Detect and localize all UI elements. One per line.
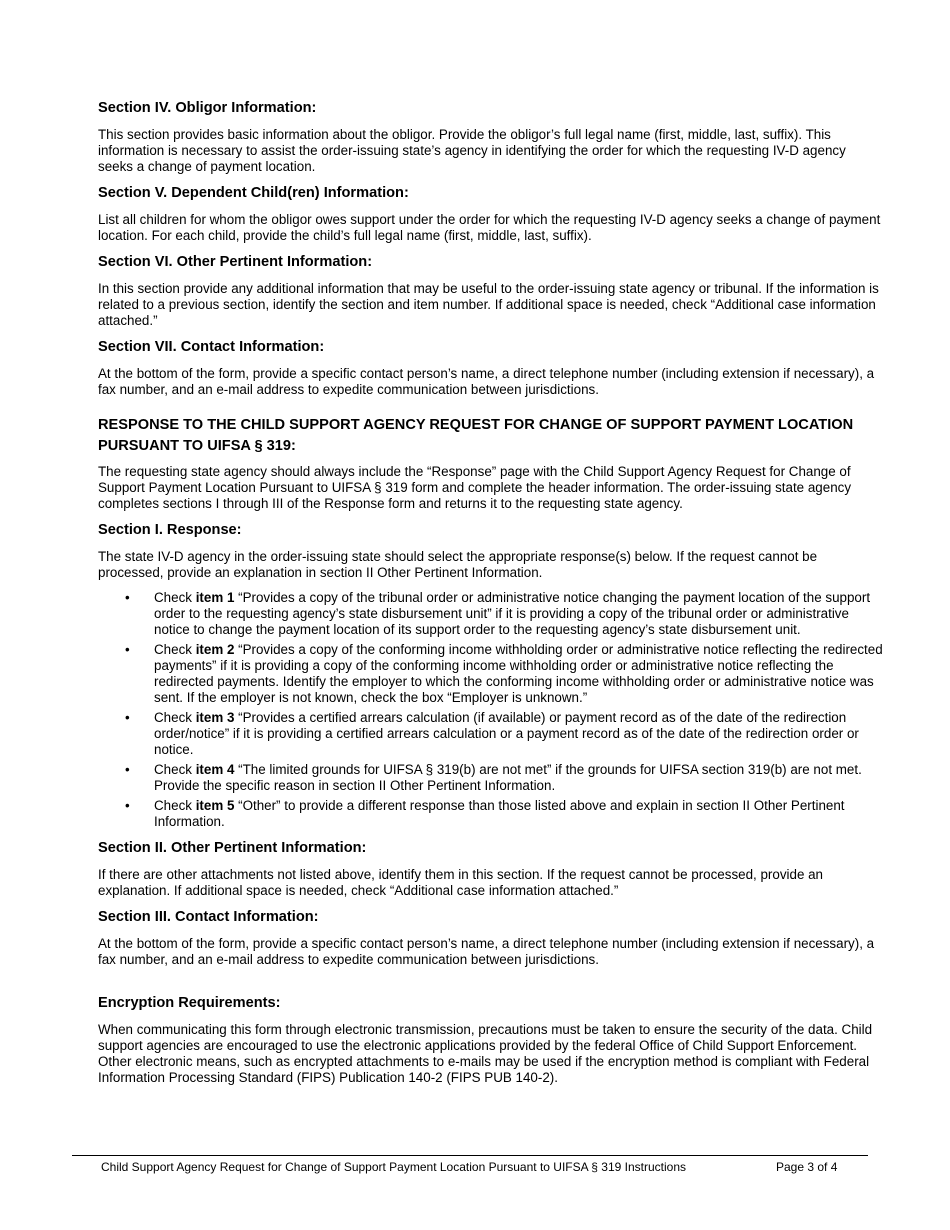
bullet-icon: • (125, 762, 130, 777)
bullet-icon: • (125, 642, 130, 657)
response-section-ii-body: If there are other attachments not listed above, identify them in this section. If the request cannot be processed, provide an explanation. If additional space is needed, check “Additional case information attached.” (98, 867, 824, 898)
section-iv-heading: Section IV. Obligor Information: (98, 100, 317, 116)
response-section-iii-body: At the bottom of the form, provide a specific contact person’s name, a direct telephone number (including extension if necessary), a fax number, and an e-mail address to expedite communication between jurisdictions. (98, 936, 875, 967)
section-vii-heading: Section VII. Contact Information: (98, 339, 325, 355)
list-item: • Check item 1 “Provides a copy of the tribunal order or administrative notice changing the payment location of the support order to the requesting agency’s state disbursement unit” if it is providing a copy of the tribunal order or administrative notice to change the payment location of its support order to the requesting agency’s state disbursement unit. (125, 590, 871, 637)
footer-divider (72, 1155, 868, 1156)
response-section-i-heading: Section I. Response: (98, 522, 242, 538)
section-v-body: List all children for whom the obligor owes support under the order for which the requesting IV-D agency seeks a change of payment location. For each child, provide the child’s full legal name (first, middle, last, suffix). (98, 212, 881, 243)
response-section-iii-heading: Section III. Contact Information: (98, 909, 319, 925)
bullet-icon: • (125, 590, 130, 605)
list-item: • Check item 3 “Provides a certified arrears calculation (if available) or payment record as of the date of the redirection order/notice” if it is providing a certified arrears calculation or a payment record as of the date of the redirection order or notice. (125, 710, 859, 757)
encryption-body: When communicating this form through electronic transmission, precautions must be taken to ensure the security of the data. Child support agencies are encouraged to use the electronic applications provided by the federal Office of Child Support Enforcement. Other electronic means, such as encrypted attachments to e-mails may be used if the encryption method is compliant with Federal Information Processing Standard (FIPS) Publication 140-2 (FIPS PUB 140-2). (98, 1022, 873, 1085)
response-section-ii-heading: Section II. Other Pertinent Information: (98, 840, 367, 856)
list-item: • Check item 4 “The limited grounds for UIFSA § 319(b) are not met” if the grounds for UIFSA section 319(b) are not met. Provide the specific reason in section II Other Pertinent Information. (125, 762, 862, 793)
section-iv-body: This section provides basic information about the obligor. Provide the obligor’s full legal name (first, middle, last, suffix). This information is necessary to assist the order-issuing state’s agency in identifying the order for which the requesting IV-D agency seeks a change of payment location. (98, 127, 846, 174)
section-vi-heading: Section VI. Other Pertinent Information: (98, 254, 373, 270)
response-heading: RESPONSE TO THE CHILD SUPPORT AGENCY REQUEST FOR CHANGE OF SUPPORT PAYMENT LOCATION PURSUANT TO UIFSA § 319: (98, 417, 854, 454)
list-item: • Check item 5 “Other” to provide a different response than those listed above and explain in section II Other Pertinent Information. (125, 798, 845, 829)
footer-title: Child Support Agency Request for Change of Support Payment Location Pursuant to UIFSA § 319 Instructions (101, 1160, 687, 1174)
document-body (98, 99, 883, 1095)
bullet-icon: • (125, 798, 130, 813)
section-vi-body: In this section provide any additional information that may be useful to the order-issuing state agency or tribunal. If the information is related to a previous section, identify the section and item number. If additional space is needed, check “Additional case information attached.” (98, 281, 879, 328)
list-item: • Check item 2 “Provides a copy of the conforming income withholding order or administrative notice reflecting the redirected payments” if it is providing a copy of the conforming income withholding order or administrative notice reflecting the redirected payments. Identify the employer to which the conforming income withholding order or administrative notice was sent. If the employer is not known, check the box “Employer is unknown.” (125, 642, 883, 705)
response-items-list (98, 590, 883, 830)
response-intro: The requesting state agency should always include the “Response” page with the Child Support Agency Request for Change of Support Payment Location Pursuant to UIFSA § 319 form and complete the header information. The order-issuing state agency completes sections I through III of the Response form and returns it to the requesting state agency. (98, 464, 852, 511)
bullet-icon: • (125, 710, 130, 725)
section-vii-body: At the bottom of the form, provide a specific contact person’s name, a direct telephone number (including extension if necessary), a fax number, and an e-mail address to expedite communication between jurisdictions. (98, 366, 875, 397)
page-number: Page 3 of 4 (776, 1160, 838, 1174)
section-v-heading: Section V. Dependent Child(ren) Information: (98, 185, 409, 201)
response-section-i-body: The state IV-D agency in the order-issuing state should select the appropriate response(s) below. If the request cannot be processed, provide an explanation in section II Other Pertinent Information. (98, 549, 818, 580)
encryption-heading: Encryption Requirements: (98, 995, 281, 1011)
